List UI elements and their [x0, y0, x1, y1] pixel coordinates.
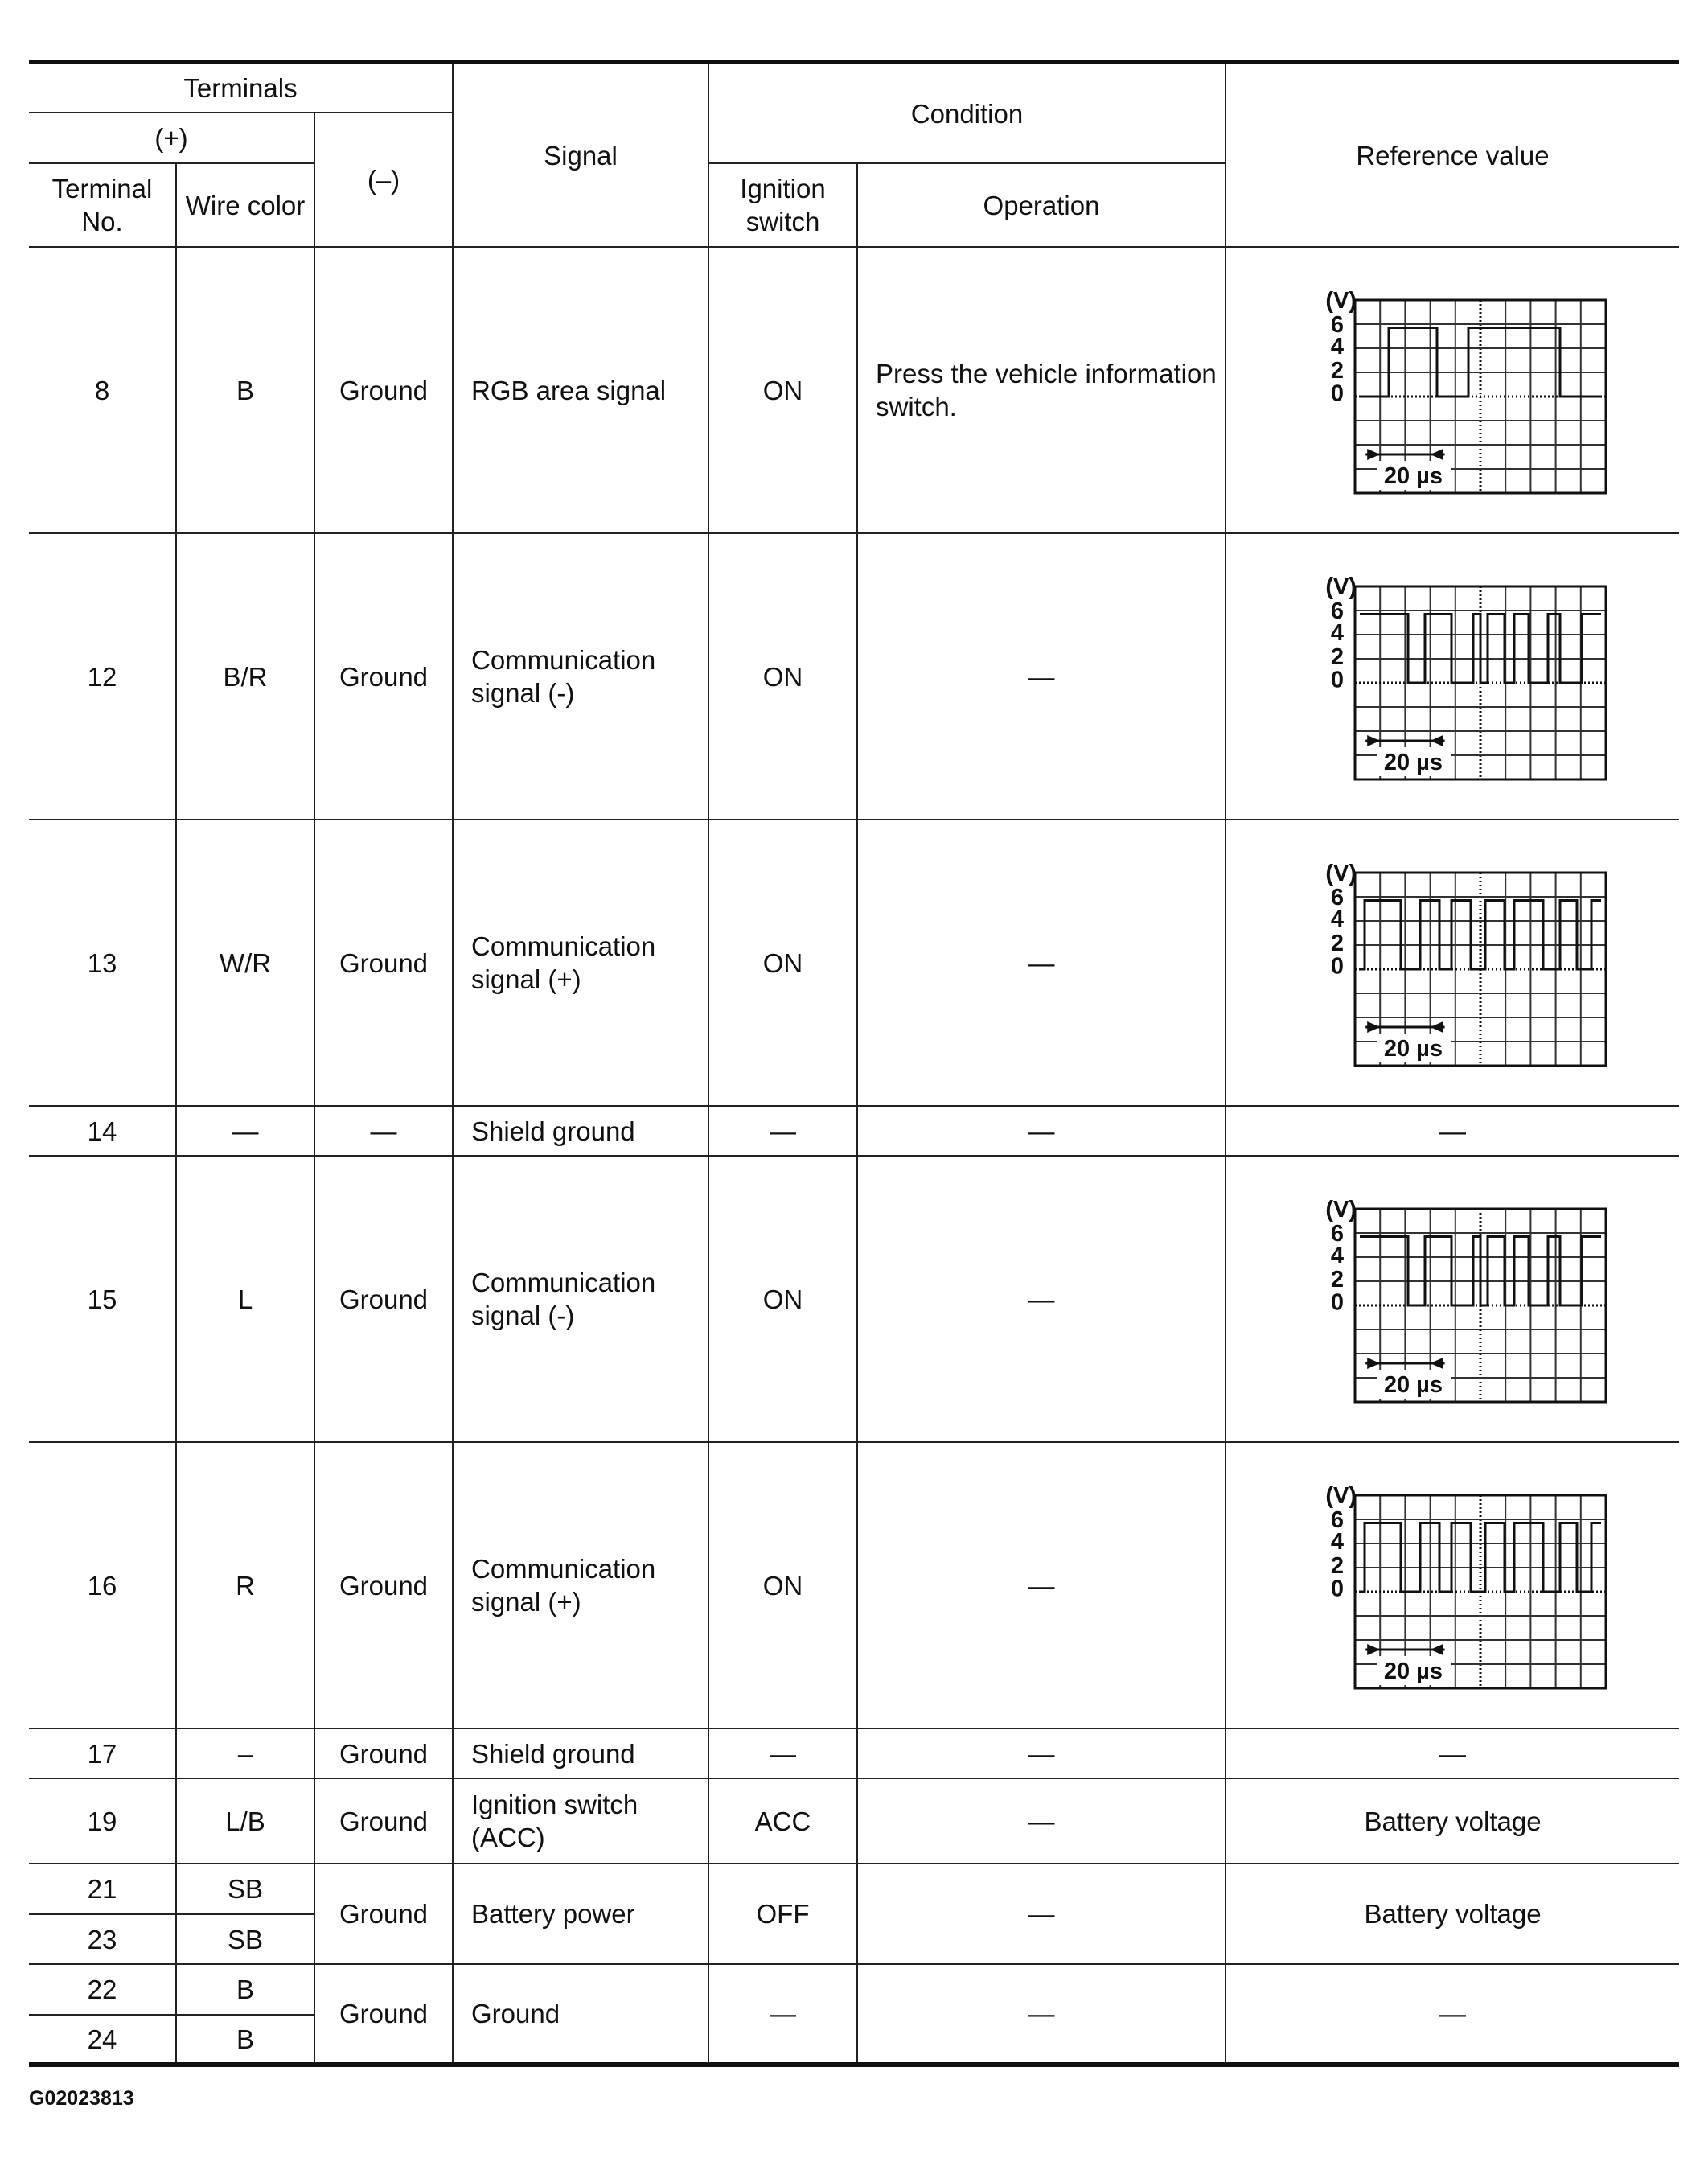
wire-color: L [176, 1156, 314, 1442]
voltage-tick-label: 6 [1330, 598, 1344, 624]
voltage-tick-label: 4 [1330, 620, 1344, 646]
ignition-state: ON [708, 1442, 857, 1728]
minus-terminal: — [314, 1106, 453, 1156]
voltage-unit-label: (V) [1324, 574, 1357, 600]
waveform-trace [1360, 1523, 1601, 1593]
table-row [29, 1864, 1679, 1914]
header-terminal-no: Terminal No. [29, 163, 176, 247]
minus-terminal: Ground [314, 820, 453, 1106]
minus-terminal: Ground [314, 1964, 453, 2065]
time-marker-arrow [1367, 1358, 1380, 1369]
operation-text: — [857, 1156, 1226, 1442]
time-marker-arrow [1367, 449, 1380, 460]
signal-name: Communication signal (+) [453, 1442, 708, 1728]
voltage-unit-label: (V) [1324, 861, 1357, 886]
operation-text: — [857, 1964, 1226, 2065]
voltage-tick-label: 2 [1330, 931, 1344, 956]
signal-name: Communication signal (+) [453, 820, 708, 1106]
time-marker-arrow [1430, 1021, 1443, 1033]
terminal-number: 19 [29, 1778, 176, 1864]
minus-terminal: Ground [314, 1864, 453, 1964]
header-condition: Condition [708, 62, 1226, 163]
voltage-tick-label: 2 [1330, 644, 1344, 670]
signal-name: Communication signal (-) [453, 533, 708, 820]
signal-name: Shield ground [453, 1728, 708, 1778]
wire-color: B/R [176, 533, 314, 820]
time-base-label: 20 µs [1383, 750, 1443, 775]
table-row [29, 1778, 1679, 1864]
time-base-label: 20 µs [1383, 463, 1443, 489]
ignition-state: — [708, 1728, 857, 1778]
voltage-tick-label: 4 [1330, 334, 1344, 360]
voltage-tick-label: 2 [1330, 1553, 1344, 1579]
voltage-tick-label: 4 [1330, 1243, 1344, 1268]
waveform-trace [1360, 328, 1601, 397]
terminal-number: 8 [29, 247, 176, 533]
signal-name: Ignition switch (ACC) [453, 1778, 708, 1864]
reference-value: Battery voltage [1226, 1864, 1679, 1964]
waveform-trace [1360, 614, 1601, 684]
wire-color: B [176, 2015, 314, 2065]
voltage-tick-label: 6 [1330, 1507, 1344, 1533]
table-row [29, 1106, 1679, 1156]
time-marker-arrow [1367, 735, 1380, 746]
wire-color: B [176, 1964, 314, 2015]
header-minus: (–) [314, 113, 453, 247]
waveform-trace [1360, 901, 1601, 970]
wire-color: R [176, 1442, 314, 1728]
oscilloscope-waveform [1292, 286, 1614, 495]
voltage-tick-label: 0 [1330, 1576, 1344, 1602]
ignition-state: ON [708, 820, 857, 1106]
ignition-state: OFF [708, 1864, 857, 1964]
voltage-tick-label: 0 [1330, 1289, 1344, 1316]
time-base-label: 20 µs [1383, 1372, 1443, 1398]
table-row [29, 533, 1679, 820]
terminal-number: 14 [29, 1106, 176, 1156]
table-row [29, 820, 1679, 1106]
ignition-state: ON [708, 533, 857, 820]
ignition-state: — [708, 1106, 857, 1156]
header-reference-value: Reference value [1226, 62, 1679, 247]
voltage-tick-label: 0 [1330, 380, 1344, 407]
voltage-tick-label: 0 [1330, 667, 1344, 693]
header-ignition-switch: Ignition switch [708, 163, 857, 247]
terminal-table [29, 60, 1679, 2067]
time-base-label: 20 µs [1383, 1036, 1443, 1062]
wire-color: – [176, 1728, 314, 1778]
terminal-number: 21 [29, 1864, 176, 1914]
reference-waveform [1226, 1156, 1679, 1442]
signal-name: Communication signal (-) [453, 1156, 708, 1442]
minus-terminal: Ground [314, 1156, 453, 1442]
reference-value: — [1226, 1106, 1679, 1156]
voltage-tick-label: 6 [1330, 1221, 1344, 1247]
voltage-tick-label: 6 [1330, 312, 1344, 338]
terminal-number: 13 [29, 820, 176, 1106]
operation-text: — [857, 1106, 1226, 1156]
header-wire-color: Wire color [176, 163, 314, 247]
wire-color: W/R [176, 820, 314, 1106]
reference-value: — [1226, 1964, 1679, 2065]
time-marker-arrow [1430, 735, 1443, 746]
time-marker-arrow [1367, 1021, 1380, 1033]
time-marker-arrow [1430, 1358, 1443, 1369]
time-marker-arrow [1367, 1644, 1380, 1655]
header-plus: (+) [29, 113, 314, 163]
table-row [29, 1964, 1679, 2015]
terminal-number: 17 [29, 1728, 176, 1778]
operation-text: — [857, 820, 1226, 1106]
time-marker-arrow [1430, 449, 1443, 460]
ignition-state: ACC [708, 1778, 857, 1864]
terminal-number: 23 [29, 1914, 176, 1964]
voltage-unit-label: (V) [1324, 1483, 1357, 1509]
reference-waveform [1226, 247, 1679, 533]
oscilloscope-waveform [1292, 858, 1614, 1067]
header-terminals: Terminals [29, 62, 453, 113]
table-row [29, 247, 1679, 533]
oscilloscope-waveform [1292, 1481, 1614, 1690]
operation-text: Press the vehicle information switch. [857, 247, 1226, 533]
wire-color: SB [176, 1914, 314, 1964]
voltage-tick-label: 4 [1330, 906, 1344, 932]
table-row [29, 1728, 1679, 1778]
terminal-number: 12 [29, 533, 176, 820]
header-signal: Signal [453, 62, 708, 247]
terminal-number: 16 [29, 1442, 176, 1728]
oscilloscope-waveform [1292, 572, 1614, 781]
table-row [29, 1442, 1679, 1728]
voltage-tick-label: 4 [1330, 1529, 1344, 1555]
time-base-label: 20 µs [1383, 1658, 1443, 1684]
table-row [29, 1156, 1679, 1442]
operation-text: — [857, 533, 1226, 820]
terminal-number: 24 [29, 2015, 176, 2065]
operation-text: — [857, 1778, 1226, 1864]
signal-name: Battery power [453, 1864, 708, 1964]
reference-value: — [1226, 1728, 1679, 1778]
voltage-tick-label: 2 [1330, 358, 1344, 384]
voltage-unit-label: (V) [1324, 288, 1357, 314]
minus-terminal: Ground [314, 1442, 453, 1728]
operation-text: — [857, 1442, 1226, 1728]
time-marker-arrow [1430, 1644, 1443, 1655]
header-operation: Operation [857, 163, 1226, 247]
signal-name: RGB area signal [453, 247, 708, 533]
voltage-unit-label: (V) [1324, 1197, 1357, 1223]
voltage-tick-label: 0 [1330, 953, 1344, 980]
ignition-state: — [708, 1964, 857, 2065]
terminal-number: 22 [29, 1964, 176, 2015]
terminal-number: 15 [29, 1156, 176, 1442]
wire-color: B [176, 247, 314, 533]
minus-terminal: Ground [314, 1778, 453, 1864]
reference-waveform [1226, 533, 1679, 820]
wire-color: — [176, 1106, 314, 1156]
signal-name: Ground [453, 1964, 708, 2065]
minus-terminal: Ground [314, 533, 453, 820]
voltage-tick-label: 2 [1330, 1267, 1344, 1293]
oscilloscope-waveform [1292, 1194, 1614, 1404]
operation-text: — [857, 1864, 1226, 1964]
reference-waveform [1226, 1442, 1679, 1728]
wire-color: SB [176, 1864, 314, 1914]
figure-code: G02023813 [29, 2087, 134, 2110]
minus-terminal: Ground [314, 247, 453, 533]
minus-terminal: Ground [314, 1728, 453, 1778]
reference-value: Battery voltage [1226, 1778, 1679, 1864]
operation-text: — [857, 1728, 1226, 1778]
wire-color: L/B [176, 1778, 314, 1864]
ignition-state: ON [708, 1156, 857, 1442]
signal-name: Shield ground [453, 1106, 708, 1156]
waveform-trace [1360, 1237, 1601, 1306]
voltage-tick-label: 6 [1330, 885, 1344, 910]
ignition-state: ON [708, 247, 857, 533]
reference-waveform [1226, 820, 1679, 1106]
